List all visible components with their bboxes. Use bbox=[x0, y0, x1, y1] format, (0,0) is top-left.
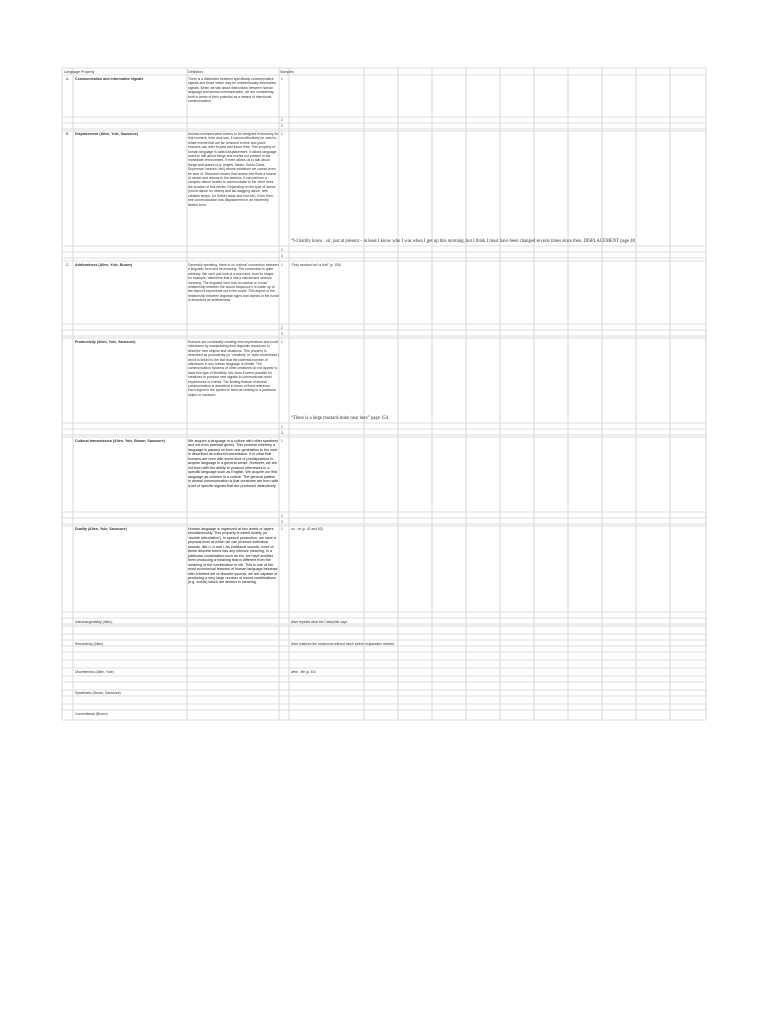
row-property: Communication and informative signals bbox=[75, 77, 144, 81]
row-property: Cultural transmission (Allen, Yule, Brown, Saussure) bbox=[75, 439, 165, 443]
plain-property: Systematic (Brown, Saussure) bbox=[75, 691, 121, 695]
plain-property: Semanticity (Allen) bbox=[75, 642, 104, 646]
sample-number: 2 bbox=[281, 118, 283, 122]
sample-number: 1 bbox=[281, 132, 283, 136]
sample-number: 3 bbox=[281, 332, 283, 336]
row-property: Duality (Allen, Yule, Saussure) bbox=[75, 527, 127, 531]
plain-sample: write - life (p. 63) bbox=[291, 670, 316, 674]
sample-text: “There is a large mustard-mine near here” page 154 bbox=[291, 416, 389, 421]
sample-number: 2 bbox=[281, 248, 283, 252]
plain-property: Conventional (Brown) bbox=[75, 712, 108, 716]
row-definition: We acquire a language in a culture with other speakers and not from parental genes. This process whereby a language is passed on from one generation to the next is described as cultural transmission. It is clear that humans are born with some kind of predisposition to acquire language in a general sense. However, we are not born with the ability to produce utterances in a specific language such as English. We acquire our first language as children in a culture. The general pattern in animal communication is that creatures are born with a set of specific signals that are produced instinctively. bbox=[188, 439, 279, 488]
plain-sample: Alice repeats what the Caterpillar says. bbox=[291, 620, 348, 624]
header-language-property: Language Property bbox=[64, 70, 95, 74]
row-definition: Human language is organized at two levels or layers simultaneously. This property is called duality (or ‘double articulation’). In speech production, we have a physical level at which we can produce individual sounds, like n, b and i. As individual sounds, none of these discrete forms has any intrinsic meaning. In a particular combination such as bin, we have another level producing a meaning that is different from the meaning of the combination in nib. This is one of the most economical features of human language because, with a limited set of discrete sounds, we are capable of producing a very large number of sound combinations (e.g. words) which are distinct in meaning. bbox=[188, 527, 279, 585]
row-definition: Generally speaking, there is no ‘natural’ connection between a linguistic form and its meaning. The connection is quite arbitrary. We can’t just look at a word and, from its shape, for example, determine that it has a natural and obvious meaning. The linguistic form has no natural or ‘iconic’ relationship between the sound sequence it is made up of the object it represents out in the world. This aspect of the relationship between linguistic signs and objects in the world is described as arbitrariness. bbox=[188, 263, 279, 303]
row-definition: There is a distinction between specifically communicative signals and those which may be unintentionally informative signals. When we talk about distinctions between human language and animal communication, we are considering both in terms of their potential as a means of intentional communication. bbox=[188, 77, 277, 104]
row-letter: C. bbox=[66, 263, 70, 267]
row-definition: Animal communication seems to be designed exclusively for this moment, here and now. It cannot effectively be used to relate events that are far removed in time and place. Humans can refer to past and future time. This property of human language is called displacement. It allows language users to talk about things and events not present in the immediate environment. It even allows us to talk about things and places (e.g. angels, fairies, Santa Claus, Superman, heaven, hell) whose existence we cannot even be sure of. Research shows that worker bee finds a source of nectar and returns to the beehive, it can perform a complex dance routine to communicate to the other bees the location of this nectar. Depending on the type of dance (round dance for nearby and tail-wagging dance, with variable tempo, for further away and how far). Even then, bee communication has displacement in an extremely limited form. bbox=[188, 132, 279, 207]
row-definition: Humans are continually creating new expressions and novel utterances by manipulating their linguistic resources to describe new objects and situations. This property is described as productivity (or ‘creativity’ or ‘open-endedness’) and it is linked to the fact that the potential number of utterances in any human language is infinite. The communication systems of other creatures do not appear to have this type of flexibility. Nor does it seem possible for creatures to produce new signals to communicate novel experiences or events. The limiting feature of animal communication is described in terms of fixed reference. Each signal in the system is fixed as relating to a particular object or occasion. bbox=[188, 340, 279, 397]
header-definition: Definition bbox=[188, 70, 203, 74]
row-letter: B. bbox=[66, 132, 70, 136]
sample-number: 3 bbox=[281, 431, 283, 435]
sample-number: 1 bbox=[281, 439, 283, 443]
sample-number: 3 bbox=[281, 124, 283, 128]
sample-text: “I-I hardly know , sir, just at present – at least I know who I was when I got up this morning, but I think I must have been changed several times since then. DISPLACEMENT page 40 bbox=[291, 239, 635, 244]
header-samples: Samples bbox=[280, 70, 294, 74]
plain-sample: Alice matches the mushroom without much further explanation needed bbox=[291, 642, 394, 646]
sample-number: 1 bbox=[281, 77, 283, 81]
row-property: Arbitrariness (Allen, Yule, Brown) bbox=[75, 263, 133, 267]
row-property: Displacement (Allen, Yule, Saussure) bbox=[75, 132, 139, 136]
sample-text: “Only mustard isn’t a bird” (p. 155) bbox=[291, 263, 342, 267]
plain-property: Discreteness (Allen, Yule) bbox=[75, 670, 114, 674]
row-property: Productivity (Allen, Yule, Saussure) bbox=[75, 340, 136, 344]
sample-number: 2 bbox=[281, 514, 283, 518]
sample-number: 1 bbox=[281, 340, 283, 344]
sample-number: 3 bbox=[281, 254, 283, 258]
sample-number: 1 bbox=[281, 527, 283, 531]
sample-number: 2 bbox=[281, 425, 283, 429]
sample-number: 3 bbox=[281, 520, 283, 524]
sample-number: 1 bbox=[281, 263, 283, 267]
sample-number: 2 bbox=[281, 326, 283, 330]
plain-property: Interchangeability (Allen) bbox=[75, 620, 113, 624]
row-letter: A. bbox=[66, 77, 70, 81]
sample-text: no - on (p. 62 and 63) bbox=[291, 527, 323, 531]
